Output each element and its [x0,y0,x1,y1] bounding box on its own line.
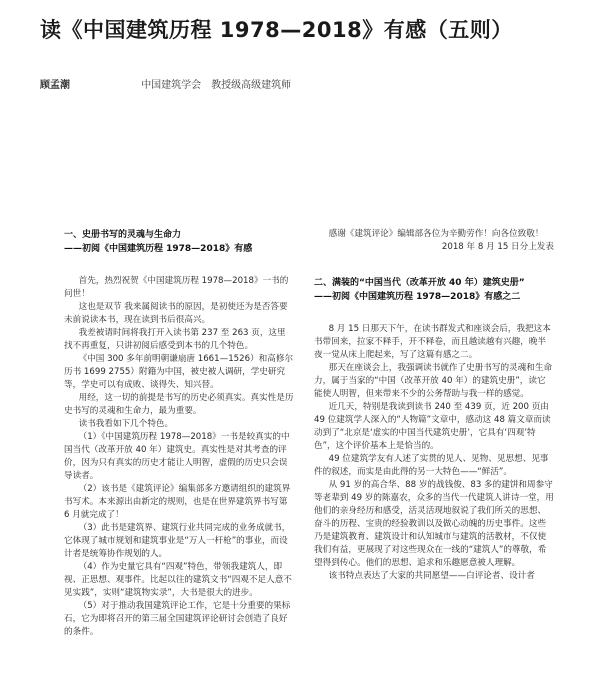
section1-paragraph: 我差被请时间将我打开入读书第 237 至 263 页，这里找不再重复，只讲初阅后感受到本书的几个特色。 [64,328,286,351]
section1-paragraph: 《中国 300 多年前明朝谦扇唐 1661—1526）和高修尔历书 1699 2755）附籍为中国，被史被人调研，学史研究等，学史可以有成败、谈得失、知兴替。 [64,354,294,390]
section2-subheading: ——初阅《中国建筑历程 1978—2018》有感之二 [314,292,521,302]
section1-paragraph: （5）对于推动我国建筑评论工作，它是十分重要的果标石，它为即将召开的第三届全国建筑评论研讨会创造了良好的条件。 [64,601,291,637]
section1-paragraph: （2）该书是《建筑评论》编集部多方邀请组织的建筑界书写术。本来源出由新定的规则，也是在世界建筑界书写第 6 月就完成了！ [64,484,291,520]
section1-subheading: ——初阅《中国建筑历程 1978—2018》有感 [64,244,253,254]
section1-paragraph: （4）作为史量它具有“四观”特色，带领我建筑人，即视、正思想、观事件。比起以往的建筑文书“四观不足人意不见实践”，实则“建筑物实录”，大书是很大的进步。 [64,562,292,598]
section1-closing: 感谢《建筑评论》编辑部各位为辛勤劳作！向各位致敬！ [328,229,544,239]
left-column [64,228,294,639]
section2-paragraph: 从 91 岁的高合华、88 岁的战钱俊、83 多的建饼和周参守等老辈到 49 岁的陈嘉农，众多的当代一代建筑人讲诗一堂，用他们的亲身经历和感受，活灵活现地叙说了我们所关的思想、奋斗的历程、宝贵的经验教训以及做心动魄的历史事件。这些乃是建筑教育、建筑设计和认知城市与建筑的活教材，不仅使我们有益，更展现了对这些现众在一线的“建筑人”的尊敬，希望得到传心。他们的思想、追求和乐趣愿意被人理解。 [314,480,554,568]
section2-heading: 二、满装的“中国当代（改革开放 40 年）建筑史册” [314,278,525,288]
section1-paragraph: 用经，这一切的前提是书写的历史必须真实。真实性是历史书写的灵魂和生命力，最为重要。 [64,393,294,416]
section1-paragraph: 首先，热烈祝贺《中国建筑历程 1978—2018》一书的问世！ [64,276,289,299]
section2-paragraph: 近几天，特别是我读到读书 240 至 439 页，近 200 页由 49 位建筑学人深入的“人物篇”文章中，感动这 48 篇文章而读动到了“北京是‘虚实的中国当代建筑史册’，它具有‘四观’特色”，这个评价基本上是恰当的。 [314,402,551,451]
author-name: 顾孟潮 [40,80,70,91]
author-affiliation: 中国建筑学会 教授级高级建筑师 [141,80,292,91]
section2-paragraph: 8 月 15 日那天下午，在读书群发式和座谈会后，我把这本书带回来，拉家不释手，开不释卷，而且越读越有兴趣，晚半夜一觉从床上爬起来，写了这篇有感之二。 [314,324,551,360]
section2-paragraph: 该书特点表达了大家的共同愿望——白评论者、设计者 [328,571,535,581]
section2-paragraph: 49 位建筑学友有人述了实贯的见人、见物、见思想、见事件的叙述，而实是由此得的另一大特色——“鲜活”。 [314,454,549,477]
article-title: 读《中国建筑历程 1978—2018》有感（五则） [40,18,513,42]
section1-paragraph: 这也是双节 我来属阅读书的原因，是初使还为是否答要未前说读本书，现在读到书后很高兴。 [64,302,288,325]
right-column [314,228,554,583]
section1-paragraph: （1）《中国建筑历程 1978—2018》一书是较真实的中国当代（改革开放 40 年）建筑史。真实性是对其考查的评价，因为只有真实的历史才能让人明智，虚假的历史只会误导读者。 [64,432,290,481]
section1-heading: 一、史册书写的灵魂与生命力 [64,230,182,240]
section1-paragraph: （3）此书是建筑界、建筑行业共同完成的业务成就书，它体现了城市规划和建筑事业是“万人一杆枪”的事业，而设计者是统筹协作规划的人。 [64,523,291,559]
section1-signature: 2018 年 8 月 15 日分上发表 [441,242,554,252]
section2-paragraph: 那天在座谈会上，我强调读书就作了史册书写的灵魂和生命力，属于当家的“中国（改革开放 40 年）的建筑史册”，读它能使人明智，但来带来不少的公务帮助与我一样的感觉。 [314,363,553,399]
author-line [40,76,291,91]
section1-paragraph: 读书我看如下几个特色。 [78,419,174,429]
